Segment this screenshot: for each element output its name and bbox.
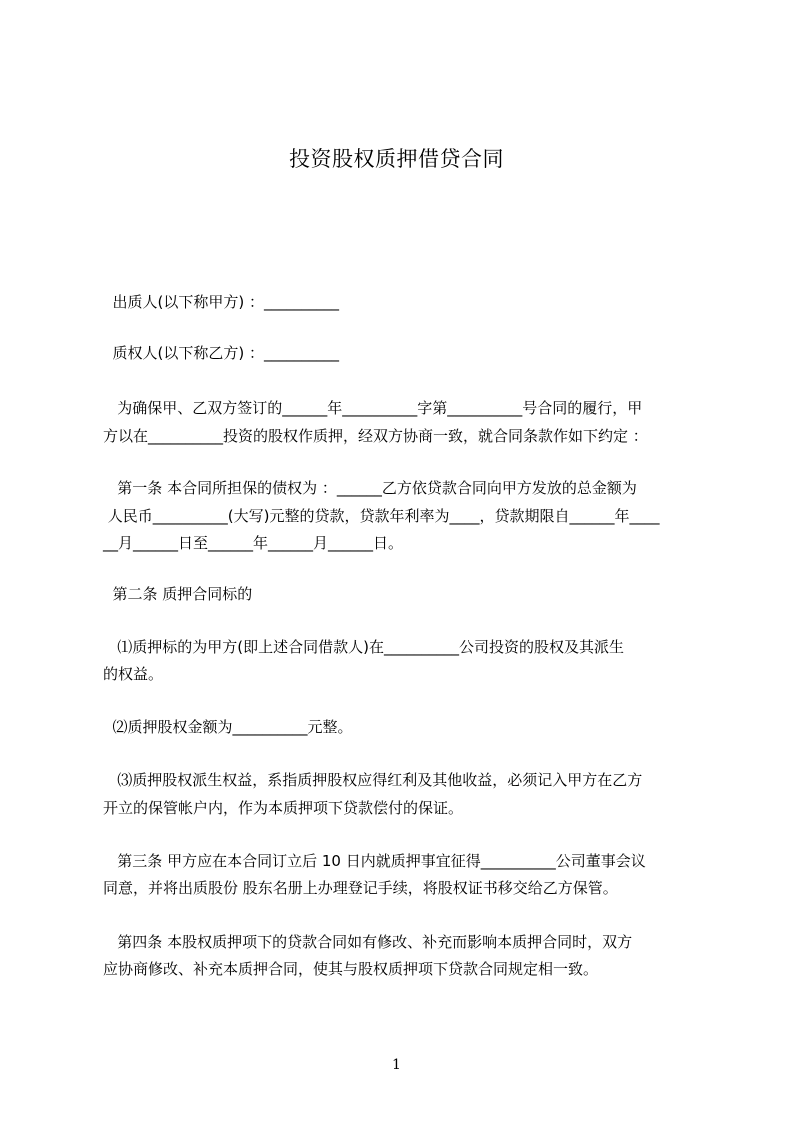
pledgor-line: 出质人(以下称甲方) ：__________ (103, 293, 340, 311)
document-title: 投资股权质押借贷合同 (289, 147, 504, 171)
article-1-line-2: 人民币__________(大写)元整的贷款，贷款年利率为____，贷款期限自______年____ (103, 507, 660, 525)
article-2-heading: 第二条 质押合同标的 (103, 585, 253, 603)
article-2-item-2: ⑵质押股权金额为__________元整。 (103, 718, 353, 736)
pledgee-line: 质权人(以下称乙方) ：__________ (103, 344, 340, 362)
preamble-line-2: 方以在__________投资的股权作质押，经双方协商一致，就合同条款作如下约定 ： (103, 427, 648, 445)
article-4-line-1: 第四条 本股权质押项下的贷款合同如有修改、补充而影响本质押合同时，双方 (103, 933, 633, 951)
article-1-line-1: 第一条 本合同所担保的债权为 ：______乙方依贷款合同向甲方发放的总金额为 (103, 479, 637, 497)
article-2-item-1-line-2: 的权益。 (103, 665, 164, 683)
article-3-line-2: 同意，并将出质股份 股东名册上办理登记手续，将股权证书移交给乙方保管。 (103, 879, 618, 897)
article-2-item-1-line-1: ⑴质押标的为甲方(即上述合同借款人)在__________公司投资的股权及其派生 (103, 638, 625, 656)
article-2-item-3-line-2: 开立的保管帐户内，作为本质押项下贷款偿付的保证。 (103, 799, 464, 817)
preamble-line-1: 为确保甲、乙双方签订的______年__________字第__________号合同的履行，甲 (103, 399, 643, 417)
article-2-item-3-line-1: ⑶质押股权派生权益，系指质押股权应得红利及其他收益，必须记入甲方在乙方 (103, 771, 643, 789)
article-1-line-3: __月______日至______年______月______日。 (103, 534, 404, 552)
article-3-line-1: 第三条 甲方应在本合同订立后 10 日内就质押事宜征得__________公司董事会议 (103, 852, 646, 870)
article-4-line-2: 应协商修改、补充本质押合同，使其与股权质押项下贷款合同规定相一致。 (103, 960, 599, 978)
page-number: 1 (392, 1057, 401, 1073)
